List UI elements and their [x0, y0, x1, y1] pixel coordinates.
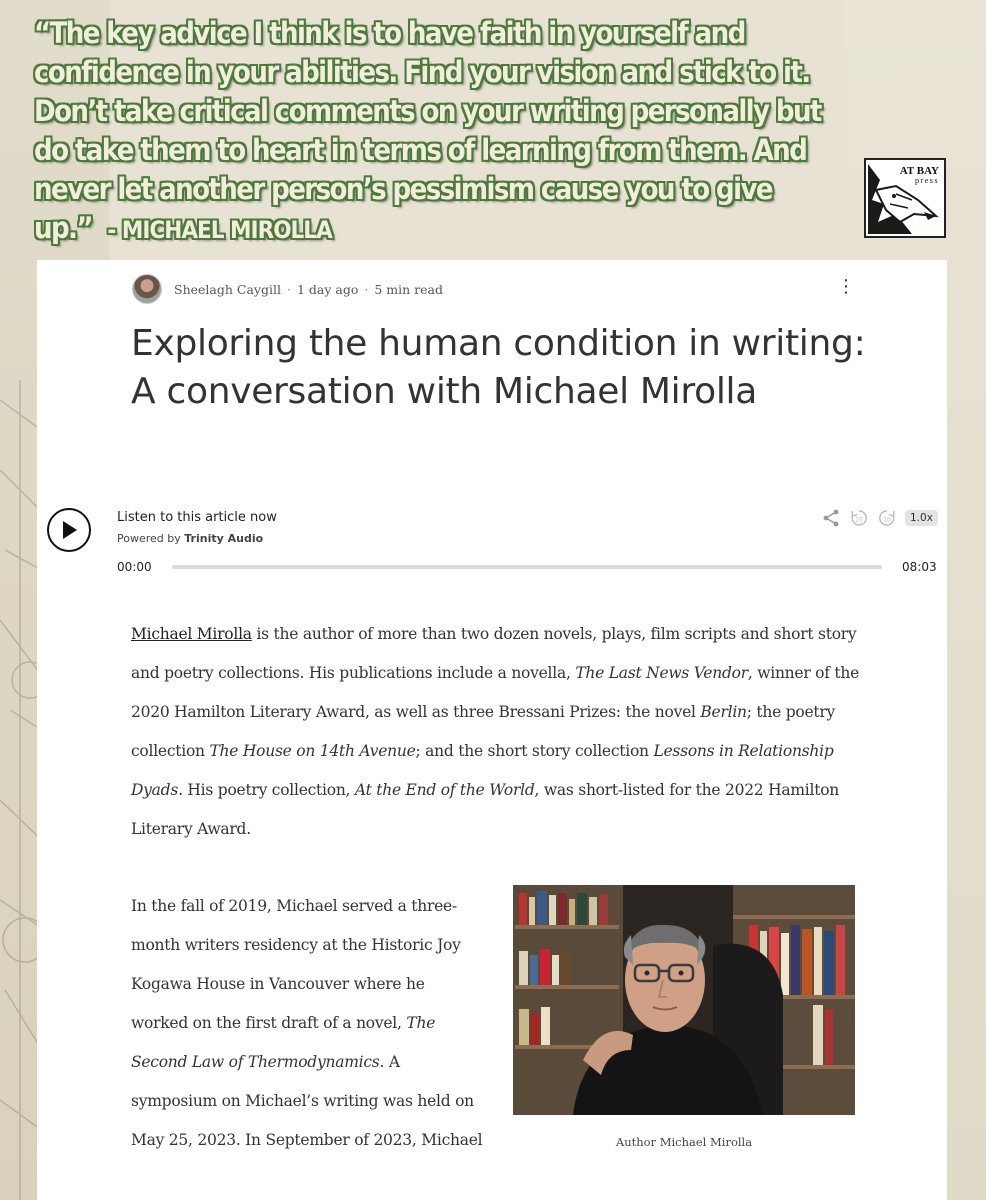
quote-text: “The key advice I think is to have faith in yourself and confidence in your abilities. Find your vision and stick to it. Don’t take critical comments on your writing personally but do take them to heart in terms of learning from them. And never let another person’s pessimism cause you to give up.” [34, 16, 821, 245]
book-title: The House on 14th Avenue [209, 742, 416, 760]
quote-banner [34, 14, 834, 250]
text-run: , was short-listed for the 2022 Hamilton Literary Award. [131, 781, 840, 838]
book-title: At the End of the World [354, 781, 535, 799]
author-avatar[interactable] [132, 274, 162, 304]
logo-text [900, 166, 939, 186]
audio-player [37, 500, 947, 580]
logo-line1: AT BAY [899, 165, 939, 177]
article-card [37, 260, 947, 1200]
svg-text:10: 10 [883, 516, 891, 524]
intro-paragraph [131, 615, 871, 849]
book-title: Berlin [700, 703, 747, 721]
byline-separator: · [286, 281, 291, 297]
powered-brand[interactable]: Trinity Audio [184, 532, 264, 545]
forward-10-icon[interactable] [877, 508, 897, 528]
book-title: The Last News Vendor [575, 664, 748, 682]
read-time: 5 min read [374, 281, 443, 297]
article-title: Exploring the human condition in writing: A conversation with Michael Mirolla [131, 323, 866, 412]
total-time: 08:03 [902, 560, 937, 574]
text-run: . His poetry collection, [178, 781, 355, 799]
photo-caption: Author Michael Mirolla [615, 1135, 753, 1149]
text-run: ; and the short story collection [415, 742, 654, 760]
listen-label: Listen to this article now [117, 510, 277, 525]
author-name[interactable]: Sheelagh Caygill [174, 281, 281, 297]
byline-separator: · [364, 281, 369, 297]
current-time: 00:00 [117, 560, 152, 574]
post-age: 1 day ago [296, 281, 359, 297]
playback-speed-button[interactable]: 1.0x [905, 510, 938, 526]
powered-by [117, 532, 263, 545]
text-run: , winner of the 2020 Hamilton Literary Award, as well as three Bressani Prizes: the novel [131, 664, 860, 721]
book-title: The Second Law of Thermodynamics [131, 1014, 436, 1071]
play-icon [62, 520, 78, 540]
text-run: is the author of more than two dozen novels, plays, film scripts and short story and poetry collections. His publications include a novella, [131, 625, 857, 682]
logo-line2: press [915, 176, 939, 185]
quote-attribution: - MICHAEL MIROLLA [107, 216, 332, 244]
rewind-10-icon[interactable] [849, 508, 869, 528]
at-bay-press-logo [864, 158, 946, 238]
powered-prefix: Powered by [117, 532, 181, 545]
text-run: ; the poetry collection [131, 703, 836, 760]
author-link[interactable]: Michael Mirolla [131, 625, 252, 643]
progress-bar[interactable] [172, 565, 882, 569]
svg-text:10: 10 [855, 516, 863, 524]
author-photo [513, 885, 855, 1115]
book-title: Lessons in Relationship Dyads [131, 742, 834, 799]
player-controls [821, 508, 938, 528]
text-run: In the fall of 2019, Michael served a three-month writers residency at the Historic Joy Kogawa House in Vancouver where he worked on the first draft of a novel, [131, 897, 461, 1032]
residency-paragraph [131, 887, 483, 1160]
share-icon[interactable] [821, 508, 841, 528]
more-options-icon[interactable]: ⋮ [837, 276, 855, 297]
text-run: . A symposium on Michael’s writing was held on May 25, 2023. In September of 2023, Michael [131, 1053, 483, 1149]
play-button[interactable] [47, 508, 91, 552]
byline [132, 274, 443, 304]
